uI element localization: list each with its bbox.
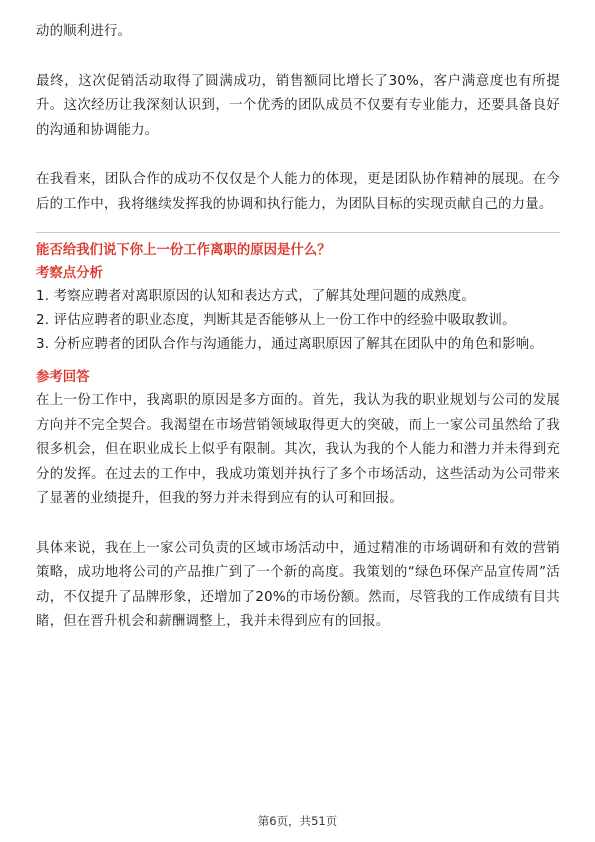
page-indicator: 第6页，共51页 xyxy=(257,814,338,828)
analysis-label: 考察点分析 xyxy=(36,266,103,281)
section-divider xyxy=(36,232,560,233)
answer-paragraph: 具体来说，我在上一家公司负责的区域市场活动中，通过精准的市场调研和有效的营销策略，成功地将公司的产品推广到了一个新的高度。我策划的“绿色环保产品宣传周”活动，不仅提升了品牌形象，还增加了20%的市场份额。然而，尽管我的工作成绩有目共睹，但在晋升机会和薪酬调整上，我并未得到应有的回报。 xyxy=(36,540,560,629)
result-paragraph: 最终，这次促销活动取得了圆满成功，销售额同比增长了30%，客户满意度也有所提升。这次经历让我深刻认识到，一个优秀的团队成员不仅要有专业能力，还要具备良好的沟通和协调能力。 xyxy=(36,73,560,138)
question-title: 能否给我们说下你上一份工作离职的原因是什么？ xyxy=(36,243,331,258)
answer-paragraph: 在上一份工作中，我离职的原因是多方面的。首先，我认为我的职业规划与公司的发展方向并不完全契合。我渴望在市场营销领域取得更大的突破，而上一家公司虽然给了我很多机会，但在职业成长上似乎有限制。其次，我认为我的个人能力和潜力并未得到充分的发挥。在过去的工作中，我成功策划并执行了多个市场活动，这些活动为公司带来了显著的业绩提升，但我的努力并未得到应有的认可和回报。 xyxy=(36,393,560,506)
spacer xyxy=(36,143,560,168)
spacer xyxy=(36,45,560,70)
document-page xyxy=(36,20,560,635)
spacer xyxy=(36,512,560,537)
page-footer xyxy=(0,813,595,829)
analysis-item: 2. 评估应聘者的职业态度，判断其是否能够从上一份工作中的经验中吸取教训。 xyxy=(36,313,516,328)
analysis-item: 1. 考察应聘者对离职原因的认知和表达方式，了解其处理问题的成熟度。 xyxy=(36,289,475,304)
analysis-item: 3. 分析应聘者的团队合作与沟通能力，通过离职原因了解其在团队中的角色和影响。 xyxy=(36,337,543,352)
opinion-paragraph: 在我看来，团队合作的成功不仅仅是个人能力的体现，更是团队协作精神的展现。在今后的工作中，我将继续发挥我的协调和执行能力，为团队目标的实现贡献自己的力量。 xyxy=(36,172,560,212)
answer-label: 参考回答 xyxy=(36,370,90,385)
intro-tail-text: 动的顺利进行。 xyxy=(36,24,132,39)
